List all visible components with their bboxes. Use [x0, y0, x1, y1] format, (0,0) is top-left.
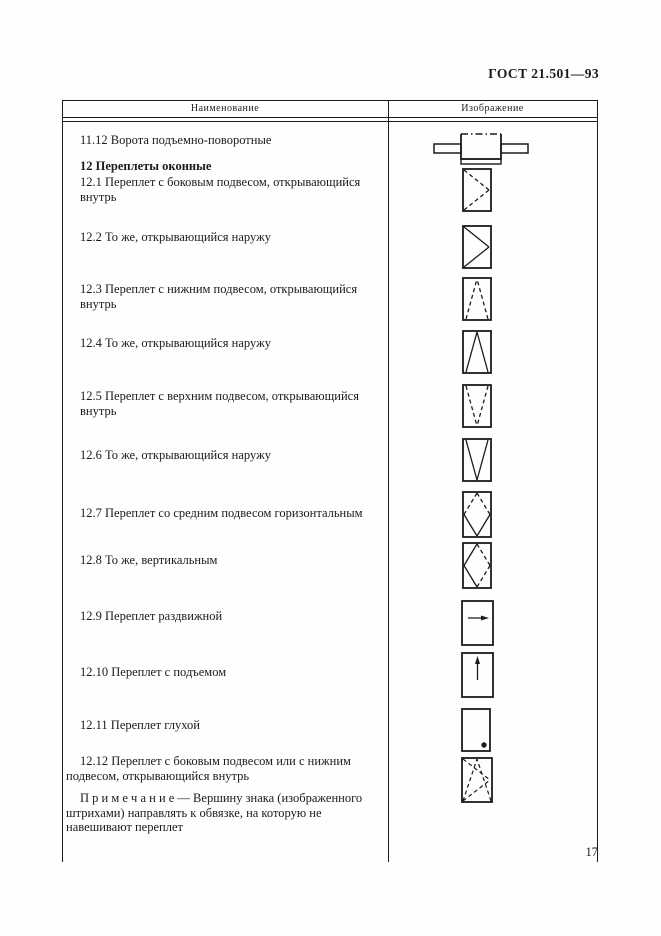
top-hung-inward-symbol	[462, 384, 492, 428]
lifting-symbol	[461, 652, 494, 698]
table-border-left	[62, 100, 63, 862]
center-pivot-vertical-symbol	[462, 542, 492, 589]
row-text-12-5: 12.5 Переплет с верхним подвесом, открывающийся внутрь	[80, 389, 359, 418]
side-or-bottom-hung-inward-symbol	[461, 757, 493, 803]
row-text-12-8: 12.8 То же, вертикальным	[80, 553, 218, 567]
top-hung-outward-symbol	[462, 438, 492, 482]
row-text-12-3: 12.3 Переплет с нижним подвесом, открывающийся внутрь	[80, 282, 358, 311]
row-text-12-4: 12.4 То же, открывающийся наружу	[80, 336, 271, 350]
header-rule-outer	[62, 117, 598, 118]
section-heading-12: 12 Переплеты оконные	[80, 159, 212, 173]
table-border-top	[62, 100, 598, 101]
column-header-name: Наименование	[190, 103, 260, 114]
side-hung-outward-symbol	[462, 225, 492, 269]
row-text-12-9: 12.9 Переплет раздвижной	[80, 609, 223, 623]
row-text-12-7: 12.7 Переплет со средним подвесом горизонтальным	[80, 506, 363, 520]
center-pivot-horizontal-symbol	[462, 491, 492, 538]
fixed-sash-symbol	[461, 708, 491, 752]
side-hung-inward-symbol	[462, 168, 492, 212]
table-column-divider	[388, 100, 389, 862]
sliding-symbol	[461, 600, 494, 646]
row-text-12-12: 12.12 Переплет с боковым подвесом или с нижним подвесом, открывающийся внутрь	[66, 754, 351, 783]
row-text-12-2: 12.2 То же, открывающийся наружу	[80, 230, 271, 244]
table-border-right	[597, 100, 598, 862]
row-text-12-11: 12.11 Переплет глухой	[80, 718, 200, 732]
row-text-11-12: 11.12 Ворота подъемно-поворотные	[80, 133, 272, 147]
standard-designation: ГОСТ 21.501—93	[488, 66, 599, 81]
lift-turn-gate-symbol	[433, 131, 529, 167]
column-header-image: Изображение	[461, 103, 524, 114]
table-note: П р и м е ч а н и е — Вершину знака (изображенного штрихами) направлять к обвязке, на которую не навешивают переплет	[66, 791, 363, 834]
row-text-12-1: 12.1 Переплет с боковым подвесом, открывающийся внутрь	[80, 175, 361, 204]
bottom-hung-inward-symbol	[462, 277, 492, 321]
row-text-12-10: 12.10 Переплет с подъемом	[80, 665, 227, 679]
page-number: 17	[585, 845, 598, 859]
row-text-12-6: 12.6 То же, открывающийся наружу	[80, 448, 271, 462]
header-rule-inner	[62, 121, 598, 122]
bottom-hung-outward-symbol	[462, 330, 492, 374]
